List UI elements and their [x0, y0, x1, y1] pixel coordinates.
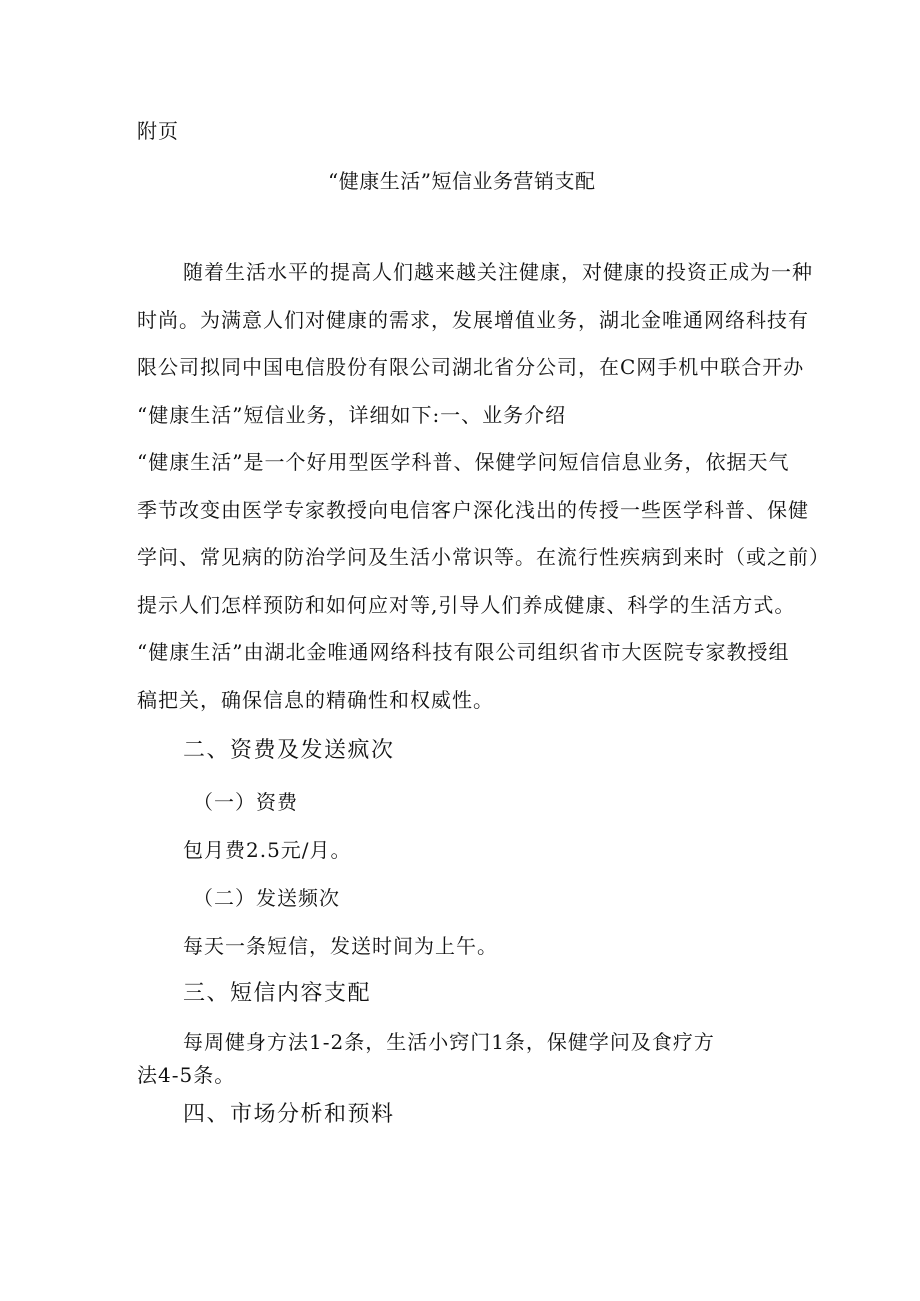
section4-heading: 四、市场分析和预料	[183, 1102, 395, 1127]
section2-sub2-heading: （二）发送频次	[193, 886, 340, 910]
intro-line: 限公司拟同中国电信股份有限公司湖北省分公司，在C网手机中联合开办	[137, 355, 805, 379]
section3-line: 法4-5条。	[137, 1063, 236, 1087]
fee-text: 包月费2.5元/月。	[183, 838, 352, 862]
intro-line: “健康生活”短信业务，详细如下:一、业务介绍	[137, 403, 567, 427]
section1-line: “健康生活”是一个好用型医学科普、保健学问短信信息业务，依据天气	[137, 450, 790, 474]
intro-line: 时尚。为满意人们对健康的需求，发展增值业务，湖北金唯通网络科技有	[137, 308, 809, 332]
section1-line: 提示人们怎样预防和如何应对等,引导人们养成健康、科学的生活方式。	[137, 593, 796, 617]
section1-line: 季节改变由医学专家教授向电信客户深化浅出的传授一些医学科普、保健	[137, 498, 809, 522]
section2-sub1-heading: （一）资费	[193, 790, 298, 814]
section3-heading: 三、短信内容支配	[183, 981, 372, 1006]
section2-heading: 二、资费及发送疯次	[183, 738, 395, 763]
section3-line: 每周健身方法1-2条，生活小窍门1条，保健学问及食疗方	[183, 1030, 715, 1054]
intro-line: 随着生活水平的提高人们越来越关注健康，对健康的投资正成为一种	[183, 260, 813, 284]
section1-line: 学问、常见病的防治学问及生活小常识等。在流行性疾病到来时（或之前）	[137, 545, 830, 569]
attachment-label: 附页	[137, 119, 179, 143]
section1-line: 稿把关，确保信息的精确性和权威性。	[137, 688, 494, 712]
frequency-text: 每天一条短信，发送时间为上午。	[183, 934, 498, 958]
document-title: “健康生活”短信业务营销支配	[328, 169, 596, 193]
section1-line: “健康生活”由湖北金唯通网络科技有限公司组织省市大医院专家教授组	[137, 640, 790, 664]
